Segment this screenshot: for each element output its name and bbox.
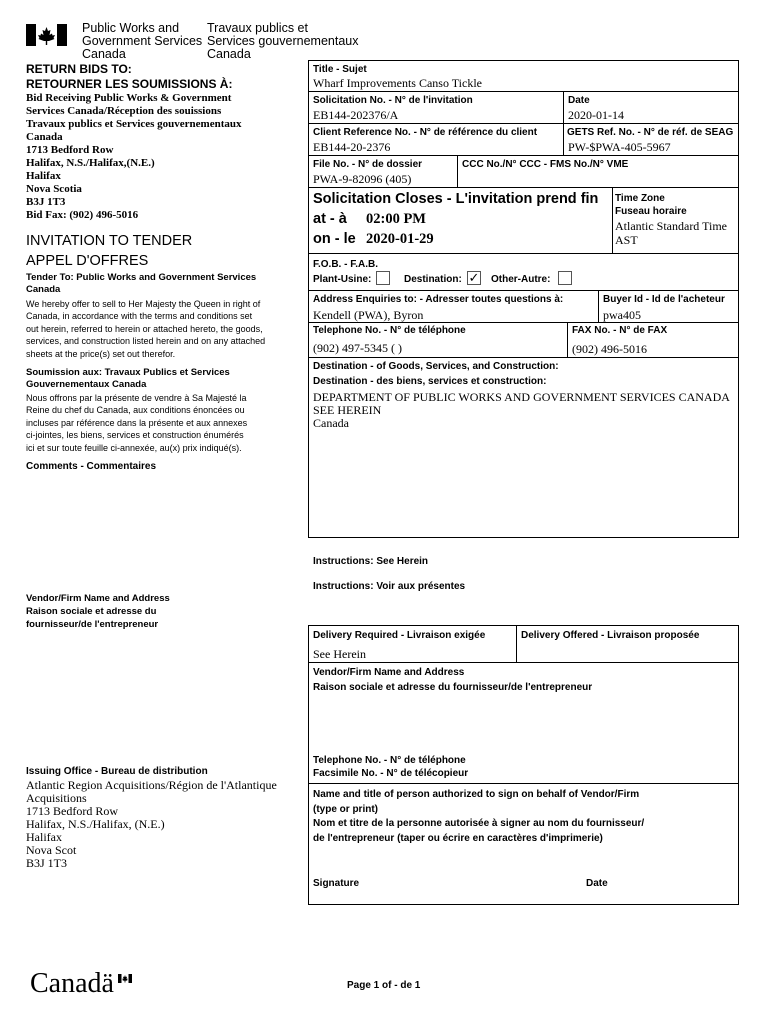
on-label: on - le: [313, 231, 356, 247]
tender-body-line: sheets at the price(s) set out therefor.: [26, 348, 176, 359]
client-ref-label: Client Reference No. - N° de référence du client: [313, 127, 538, 138]
file-no-label: File No. - N° de dossier: [313, 159, 423, 170]
vendor-facsimile-label: Facsimile No. - N° de télécopieur: [313, 768, 469, 779]
delivery-offered-field[interactable]: [521, 644, 733, 660]
at-label: at - à: [313, 211, 347, 227]
destination-address: [313, 391, 730, 430]
canada-flag-icon: [26, 24, 67, 46]
comments-label: Comments - Commentaires: [26, 461, 157, 472]
page-number: Page 1 of - de 1: [347, 980, 421, 991]
ccc-no-label: CCC No./N° CCC - FMS No./N° VME: [462, 159, 629, 170]
dept-en-line: Government Services: [82, 34, 203, 48]
fax-label: FAX No. - N° de FAX: [572, 325, 668, 336]
auth-line: (type or print): [313, 803, 378, 815]
wordmark-flag-icon: [118, 970, 132, 979]
issuing-line: Halifax: [26, 830, 62, 844]
issuing-line: Acquisitions: [26, 791, 87, 805]
date-label: Date: [568, 95, 590, 106]
return-bids-title-en: RETURN BIDS TO:: [26, 62, 132, 76]
delivery-offered-label: Delivery Offered - Livraison proposée: [521, 630, 700, 641]
vendor-name-field[interactable]: [313, 696, 733, 748]
plant-usine-label: Plant-Usine:: [313, 274, 372, 285]
time-zone-abbrev: AST: [615, 233, 638, 247]
soumission-line: Soumission aux: Travaux Publics et Services: [26, 367, 230, 378]
soumission-body-line: ci-jointes, les biens, services et construction énumérés: [26, 430, 244, 441]
auth-line: de l'entrepreneur (taper ou écrire en caractères d'imprimerie): [313, 832, 603, 844]
bid-fax: Bid Fax: (902) 496-5016: [26, 209, 139, 221]
delivery-required-label: Delivery Required - Livraison exigée: [313, 630, 486, 641]
destination-goods-label-fr: Destination - des biens, services et construction:: [313, 376, 547, 387]
canada-wordmark: Canadä: [30, 968, 114, 999]
issuing-line: Nova Scot: [26, 843, 77, 857]
issuing-line: B3J 1T3: [26, 856, 68, 870]
closing-date: 2020-01-29: [366, 231, 434, 247]
destination-goods-label-en: Destination - of Goods, Services, and Construction:: [313, 361, 559, 372]
closing-time: 02:00 PM: [366, 211, 426, 227]
issuing-line: 1713 Bedford Row: [26, 804, 118, 818]
gets-ref-label: GETS Ref. No. - N° de réf. de SEAG: [567, 127, 734, 138]
destination-line: DEPARTMENT OF PUBLIC WORKS AND GOVERNMENT SERVICES CANADA: [313, 390, 730, 404]
other-autre-checkbox[interactable]: [558, 271, 572, 285]
auth-line: Nom et titre de la personne autorisée à signer au nom du fournisseur/: [313, 818, 645, 829]
destination-line: Canada: [313, 416, 349, 430]
authorized-person-label: [313, 788, 644, 846]
soumission-line: Gouvernementaux Canada: [26, 379, 147, 390]
address-line: B3J 1T3: [26, 196, 66, 208]
telephone-value: (902) 497-5345 ( ): [313, 341, 402, 355]
dept-name-en: [82, 22, 202, 61]
instructions-fr: Instructions: Voir aux présentes: [313, 581, 466, 592]
return-bids-address: [26, 92, 242, 222]
signature-date-label: Date: [586, 878, 608, 889]
tender-body-line: services, and construction listed herein and on any attached: [26, 336, 266, 347]
soumission-body-line: Nous offrons par la présente de vendre à Sa Majesté la: [26, 393, 247, 403]
gets-ref-value: PW-$PWA-405-5967: [568, 140, 671, 154]
enquiries-value: Kendell (PWA), Byron: [313, 308, 424, 322]
issuing-line: Atlantic Region Acquisitions/Région de l'Atlantique: [26, 778, 277, 792]
return-bids-title: [26, 62, 232, 92]
buyer-id-label: Buyer Id - Id de l'acheteur: [603, 294, 725, 305]
destination-label: Destination:: [404, 274, 462, 285]
dept-en-line: Public Works and: [82, 21, 180, 35]
plant-usine-checkbox[interactable]: [376, 271, 390, 285]
invitation-title: [26, 231, 192, 271]
authorized-person-field[interactable]: [313, 848, 733, 872]
vendor-address-label: Raison sociale et adresse du fournisseur/de l'entrepreneur: [313, 682, 593, 693]
delivery-required-value: See Herein: [313, 647, 366, 661]
soumission-aux: [26, 367, 230, 391]
vendor-label-line: Raison sociale et adresse du: [26, 606, 157, 617]
address-line: Travaux publics et Services gouvernementaux: [26, 118, 242, 130]
soumission-body: [26, 392, 247, 454]
issuing-office-title: Issuing Office - Bureau de distribution: [26, 766, 208, 777]
tender-body: [26, 298, 265, 360]
instructions-en: Instructions: See Herein: [313, 556, 429, 567]
title-label: Title - Sujet: [313, 64, 367, 75]
fuseau-horaire-label: Fuseau horaire: [615, 206, 687, 217]
tender-body-line: We hereby offer to sell to Her Majesty the Queen in right of: [26, 299, 261, 309]
time-zone-value: Atlantic Standard Time: [615, 219, 727, 233]
time-zone-label: Time Zone: [615, 193, 665, 204]
file-no-value: PWA-9-82096 (405): [313, 172, 412, 186]
soumission-body-line: incluses par référence dans la présente et aux annexes: [26, 417, 248, 428]
auth-line: Name and title of person authorized to sign on behalf of Vendor/Firm: [313, 789, 640, 800]
soumission-body-line: Reine du chef du Canada, aux conditions énoncées ou: [26, 405, 245, 416]
fax-value: (902) 496-5016: [572, 342, 647, 356]
signature-label: Signature: [313, 878, 360, 889]
destination-checkbox[interactable]: [467, 271, 481, 285]
address-line: Halifax, N.S./Halifax,(N.E.): [26, 157, 155, 169]
buyer-id-value: pwa405: [603, 308, 641, 322]
address-line: Halifax: [26, 170, 61, 182]
title-value: Wharf Improvements Canso Tickle: [313, 76, 482, 90]
destination-line: SEE HEREIN: [313, 403, 382, 417]
telephone-label: Telephone No. - N° de téléphone: [313, 325, 466, 336]
vendor-telephone-label: Telephone No. - N° de téléphone: [313, 755, 466, 766]
address-line: Canada: [26, 131, 63, 143]
return-bids-title-fr: RETOURNER LES SOUMISSIONS À:: [26, 77, 233, 91]
invitation-title-en: INVITATION TO TENDER: [26, 233, 193, 249]
dept-name-fr: [207, 22, 358, 61]
issuing-office-address: [26, 779, 277, 870]
address-line: 1713 Bedford Row: [26, 144, 114, 156]
fob-label: F.O.B. - F.A.B.: [313, 259, 378, 270]
address-line: Nova Scotia: [26, 183, 82, 195]
tender-to: Tender To: Public Works and Government Services Canada: [26, 272, 257, 295]
dept-fr-line: Canada: [207, 47, 251, 61]
vendor-label-line: Vendor/Firm Name and Address: [26, 593, 170, 604]
vendor-name-label: Vendor/Firm Name and Address: [313, 667, 465, 678]
address-line: Services Canada/Réception des souissions: [26, 105, 222, 117]
dept-en-line: Canada: [82, 47, 126, 61]
solicitation-closes-label: Solicitation Closes - L'invitation prend fin: [313, 191, 599, 207]
date-value: 2020-01-14: [568, 108, 624, 122]
dept-fr-line: Travaux publics et: [207, 21, 308, 35]
soumission-body-line: ici et sur toute feuille ci-annexée, au(x) prix indiqué(s).: [26, 442, 242, 453]
client-ref-value: EB144-20-2376: [313, 140, 391, 154]
enquiries-label: Address Enquiries to: - Adresser toutes questions à:: [313, 294, 564, 305]
issuing-line: Halifax, N.S./Halifax, (N.E.): [26, 817, 165, 831]
solicitation-no-label: Solicitation No. - N° de l'invitation: [313, 95, 473, 106]
tender-body-line: out herein, referred to herein or attached hereto, the goods,: [26, 323, 263, 334]
vendor-firm-label: [26, 592, 170, 631]
dept-fr-line: Services gouvernementaux: [207, 34, 359, 48]
tender-body-line: Canada, in accordance with the terms and conditions set: [26, 311, 253, 322]
invitation-title-fr: APPEL D'OFFRES: [26, 253, 149, 269]
vendor-label-line: fournisseur/de l'entrepreneur: [26, 619, 159, 630]
address-line: Bid Receiving Public Works & Government: [26, 92, 232, 104]
solicitation-no-value: EB144-202376/A: [313, 108, 399, 122]
other-autre-label: Other-Autre:: [491, 274, 551, 285]
check-icon: ✓: [468, 270, 480, 285]
